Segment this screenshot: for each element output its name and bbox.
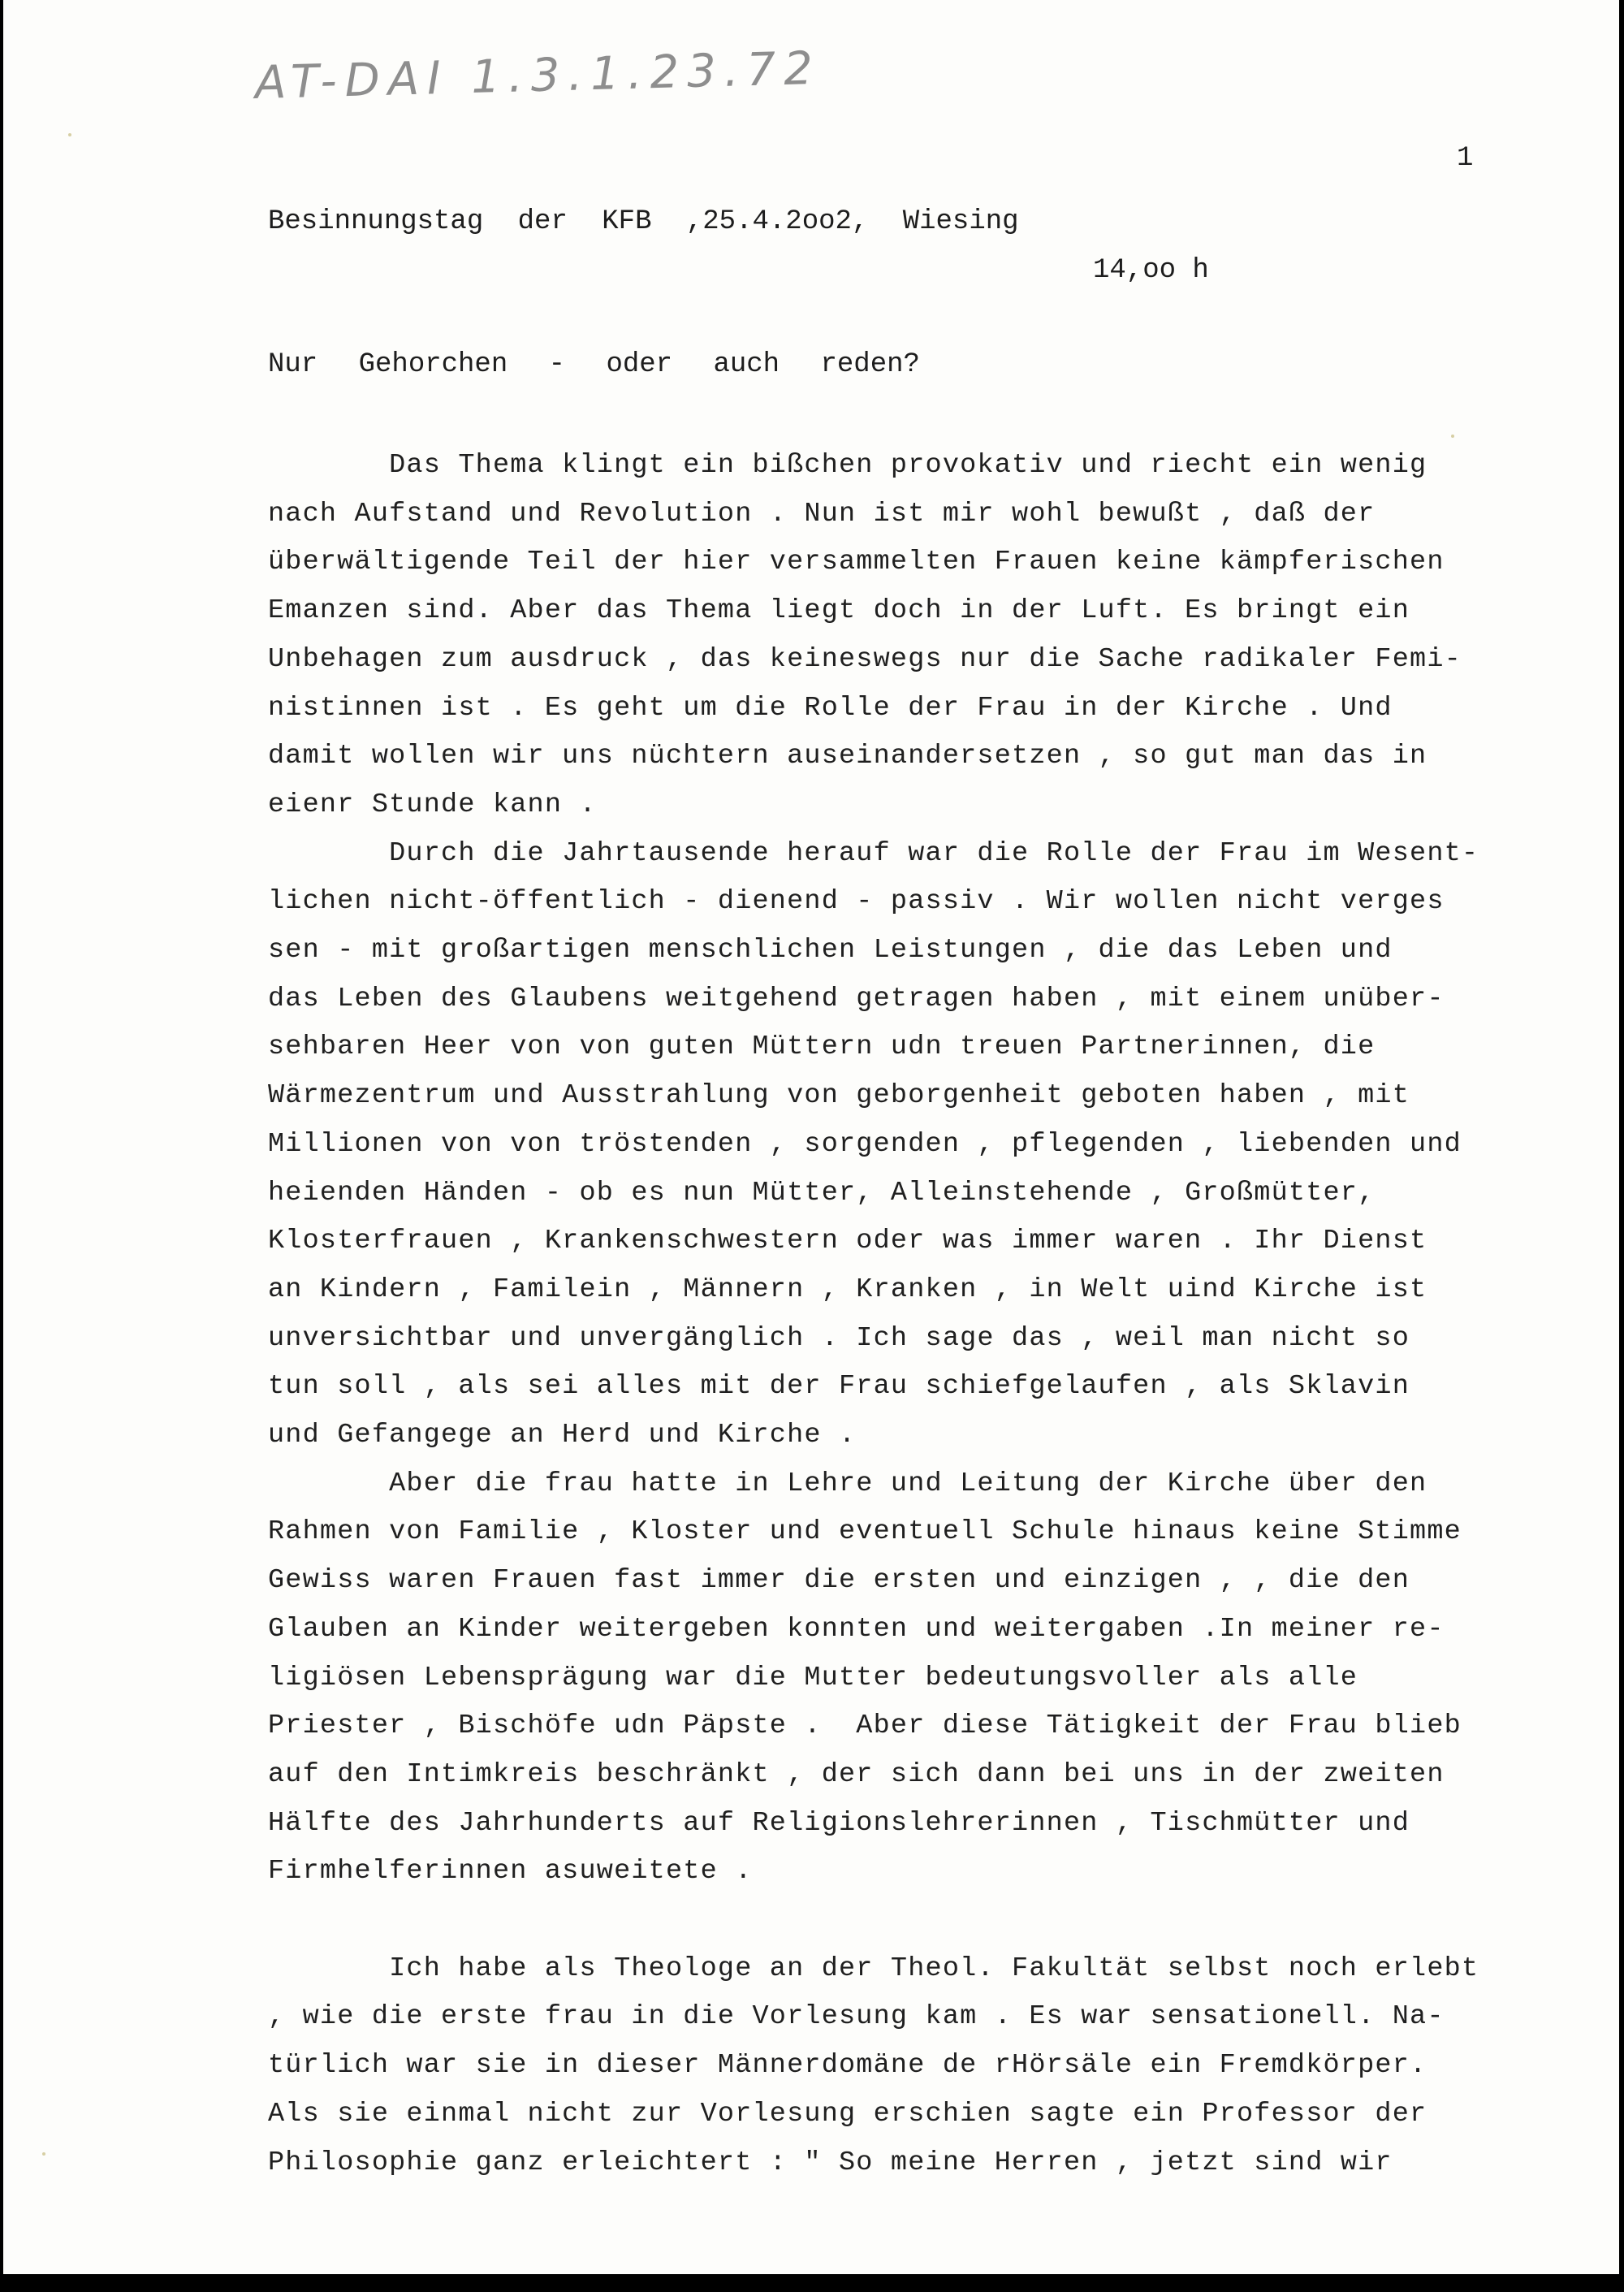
text-line: lichen nicht-öffentlich - dienend - passiv . Wir wollen nicht verges [268,886,1445,918]
text-line: ligiösen Lebensprägung war die Mutter bedeutungsvoller als alle [268,1662,1358,1693]
text-line: Emanzen sind. Aber das Thema liegt doch in der Luft. Es bringt ein [268,595,1410,627]
speck-decoration [68,133,71,136]
text-line: und Gefangege an Herd und Kirche . [268,1420,857,1451]
text-line: Hälfte des Jahrhunderts auf Religionslehrerinnen , Tischmütter und [268,1807,1410,1839]
text-line: Firmhelferinnen asuweitete . [268,1856,753,1888]
text-line: Millionen von von tröstenden , sorgenden , pflegenden , liebenden und [268,1128,1462,1160]
text-line: überwältigende Teil der hier versammelten Frauen keine kämpferischen [268,547,1445,578]
text-line: Glauben an Kinder weitergeben konnten und weitergaben .In meiner re- [268,1613,1445,1645]
speck-decoration [1451,435,1454,438]
text-line: Als sie einmal nicht zur Vorlesung erschien sagte ein Professor der [268,2098,1427,2130]
text-line: nach Aufstand und Revolution . Nun ist mir wohl bewußt , daß der [268,498,1376,530]
text-line: Klosterfrauen , Krankenschwestern oder was immer waren . Ihr Dienst [268,1226,1427,1257]
text-line: nistinnen ist . Es geht um die Rolle der Frau in der Kirche . Und [268,692,1393,724]
text-line: Rahmen von Familie , Kloster und eventuell Schule hinaus keine Stimme [268,1516,1462,1548]
text-line: türlich war sie in dieser Männerdomäne de rHörsäle ein Fremdkörper. [268,2050,1427,2082]
text-line: tun soll , als sei alles mit der Frau schiefgelaufen , als Sklavin [268,1371,1410,1403]
document-page [3,0,1619,2274]
paragraph-gap [268,1896,1600,1945]
text-line: damit wollen wir uns nüchtern auseinandersetzen , so gut man das in [268,741,1427,772]
text-line: sehbaren Heer von von guten Müttern udn treuen Partnerinnen, die [268,1031,1376,1063]
text-line: heienden Händen - ob es nun Mütter, Alleinstehende , Großmütter, [268,1177,1376,1209]
text-line: , wie die erste frau in die Vorlesung kam . Es war sensationell. Na- [268,2001,1445,2033]
text-line: unversichtbar und unvergänglich . Ich sage das , weil man nicht so [268,1322,1410,1354]
text-line: Ich habe als Theologe an der Theol. Fakultät selbst noch erlebt [268,1953,1479,1984]
text-line: das Leben des Glaubens weitgehend getragen haben , mit einem unüber- [268,983,1445,1014]
text-line: sen - mit großartigen menschlichen Leistungen , die das Leben und [268,935,1393,967]
text-line: Durch die Jahrtausende herauf war die Rolle der Frau im Wesent- [268,837,1479,869]
header-title: Besinnungstag der KFB ,25.4.2oo2, Wiesing [268,206,1019,237]
document-subtitle: Nur Gehorchen - oder auch reden? [268,349,920,380]
page-number: 1 [1457,143,1474,174]
header-time: 14,oo h [1093,255,1209,286]
text-line: Aber die frau hatte in Lehre und Leitung der Kirche über den [268,1468,1427,1499]
speck-decoration [42,2152,45,2156]
text-line: auf den Intimkreis beschränkt , der sich dann bei uns in der zweiten [268,1758,1445,1790]
body-text [268,442,1600,2187]
text-line: Gewiss waren Frauen fast immer die ersten und einzigen , , die den [268,1565,1410,1597]
text-line: eienr Stunde kann . [268,789,597,820]
archive-id-handwritten: AT-DAI 1.3.1.23.72 [254,41,822,110]
text-line: an Kindern , Familein , Männern , Kranken , in Welt uind Kirche ist [268,1274,1427,1305]
text-line: Philosophie ganz erleichtert : " So meine Herren , jetzt sind wir [268,2147,1393,2178]
text-line: Wärmezentrum und Ausstrahlung von geborgenheit geboten haben , mit [268,1080,1410,1112]
text-line: Priester , Bischöfe udn Päpste . Aber diese Tätigkeit der Frau blieb [268,1710,1462,1742]
text-line: Das Thema klingt ein bißchen provokativ und riecht ein wenig [268,450,1427,481]
text-line: Unbehagen zum ausdruck , das keineswegs nur die Sache radikaler Femi- [268,643,1462,675]
